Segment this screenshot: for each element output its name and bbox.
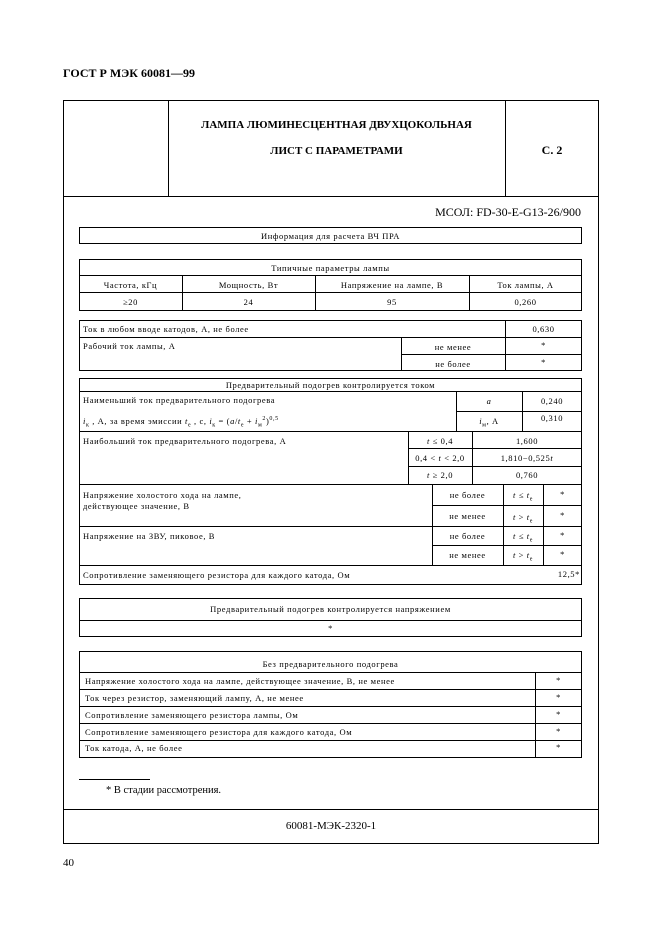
preheat-ik-text: A, за время эмиссии [97, 415, 183, 426]
working-current-min-label: не менее [434, 342, 472, 352]
preheat-ik-unit: , c, [194, 415, 207, 426]
footnote-rule [79, 779, 150, 780]
preheat-im-label: $i_м$, A [479, 416, 499, 429]
working-current-label: Рабочий ток лампы, А [83, 341, 176, 351]
voltage-preheat-title: Предварительный подогрев контролируется напряжением [210, 604, 451, 614]
preheat-im-unit: , A [486, 416, 499, 426]
no-preheat-row-label: Сопротивление заменяющего резистора лампы, Ом [85, 710, 299, 720]
typical-header-freq: Частота, кГц [103, 280, 158, 290]
cathode-current-value: 0,630 [532, 324, 555, 334]
working-current-min-value: * [541, 340, 546, 350]
zvu-r2-value: * [560, 549, 565, 559]
no-preheat-row-value: * [556, 709, 561, 719]
resistor-value: 12,5* [557, 569, 580, 579]
typical-value-voltage: 95 [387, 297, 397, 307]
ocv-label1: Напряжение холостого хода на лампе, [83, 490, 242, 500]
ocv-r2-cond: $t > t_е$ [512, 512, 534, 525]
footnote: * В стадии рассмотрения. [106, 785, 222, 796]
typical-header-power: Мощность, Вт [218, 280, 279, 290]
preheat-max-cond2: 0,4 < t < 2,0 [415, 453, 465, 463]
working-current-max-label: не более [435, 359, 471, 369]
doc-code: ГОСТ Р МЭК 60081—99 [63, 66, 195, 80]
preheat-max-label: Наибольший ток предварительного подогрева, А [83, 436, 287, 446]
sheet-number: С. 2 [541, 143, 563, 157]
header-title-line1: ЛАМПА ЛЮМИНЕСЦЕНТНАЯ ДВУХЦОКОЛЬНАЯ [201, 119, 472, 131]
preheat-a-label: a [486, 396, 492, 406]
preheat-max-value3: 0,760 [515, 470, 539, 480]
footer-code: 60081-МЭК-2320-1 [285, 820, 377, 832]
typical-value-current: 0,260 [514, 297, 537, 307]
working-current-max-value: * [541, 357, 546, 367]
ocv-r2-value: * [560, 510, 565, 520]
page-number: 40 [63, 857, 74, 869]
ocv-r2-label: не менее [449, 511, 486, 521]
zvu-r1-value: * [560, 530, 565, 540]
zvu-r2-label: не менее [449, 550, 486, 560]
zvu-r1-cond: $t \le t_е$ [513, 531, 533, 544]
no-preheat-row-value: * [556, 742, 561, 752]
ocv-r1-value: * [560, 489, 565, 499]
no-preheat-row-value: * [556, 675, 561, 685]
cathode-current-label: Ток в любом вводе катодов, А, не более [83, 324, 249, 334]
zvu-label: Напряжение на ЗВУ, пиковое, В [83, 531, 216, 541]
preheat-current-title: Предварительный подогрев контролируется током [225, 380, 436, 390]
typical-value-freq: ≥20 [123, 297, 138, 307]
no-preheat-row-label: Ток через резистор, заменяющий лампу, А, не менее [85, 693, 304, 703]
preheat-max-cond1: t ≤ 0,4 [426, 436, 454, 446]
ocv-label2: действующее значение, В [83, 501, 190, 511]
preheat-formula: $i_к$ , A, за время эмиссии $t_е$ , c, $i_к = (a/t_е + i_м^2)^{0,5}$ [83, 415, 279, 429]
zvu-r2-cond: $t > t_е$ [512, 550, 534, 563]
no-preheat-row-label: Сопротивление заменяющего резистора для каждого катода, Ом [85, 727, 353, 737]
zvu-r1-label: не более [449, 531, 486, 541]
preheat-min-label: Наименьший ток предварительного подогрева [83, 395, 276, 405]
voltage-preheat-value: * [328, 623, 333, 633]
no-preheat-title: Без предварительного подогрева [262, 659, 399, 669]
header-title-line2: ЛИСТ С ПАРАМЕТРАМИ [270, 145, 403, 157]
no-preheat-row-value: * [556, 692, 561, 702]
mcol-code: МСОЛ: FD-30-E-G13-26/900 [435, 205, 581, 219]
preheat-max-value1: 1,600 [515, 436, 539, 446]
preheat-max-value2: 1,810−0,525t [500, 453, 554, 463]
preheat-im-value: 0,310 [540, 413, 564, 423]
no-preheat-row-value: * [556, 726, 561, 736]
resistor-label: Сопротивление заменяющего резистора для каждого катода, Ом [83, 570, 351, 580]
no-preheat-row-label: Ток катода, А, не более [85, 743, 183, 753]
no-preheat-row-label: Напряжение холостого хода на лампе, действующее значение, В, не менее [85, 676, 395, 686]
preheat-a-value: 0,240 [540, 396, 564, 406]
ocv-r1-label: не более [449, 490, 486, 500]
typical-header-voltage: Напряжение на лампе, В [340, 280, 444, 290]
preheat-max-cond3: t ≥ 2,0 [426, 470, 454, 480]
ocv-r1-cond: $t \le t_е$ [513, 490, 533, 503]
typical-header-current: Ток лампы, А [497, 280, 554, 290]
typical-title: Типичные параметры лампы [271, 263, 390, 273]
preheat-max-value2-text: 1,810−0,525 [500, 453, 551, 463]
info-title: Информация для расчета ВЧ ПРА [261, 231, 400, 241]
typical-value-power: 24 [243, 297, 254, 307]
